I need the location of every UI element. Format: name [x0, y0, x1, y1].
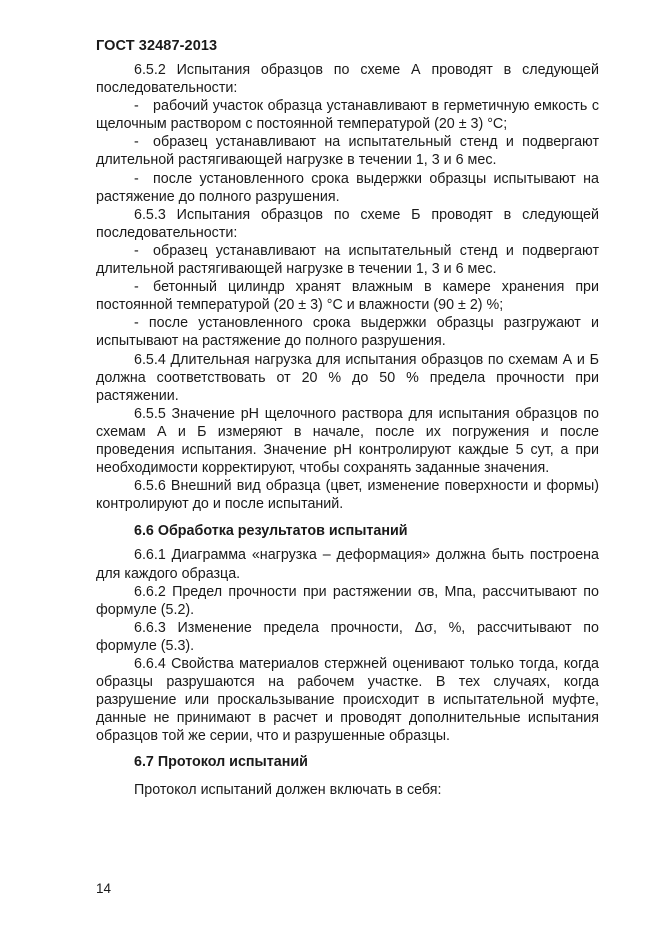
list-item-dash: - после установленного срока выдержки образцы разгружают и испытывают на растяжение до полного разрушения.	[96, 315, 599, 350]
list-item-dash: - образец устанавливают на испытательный стенд и подвергают длительной растягивающей нагрузке в течении 1, 3 и 6 мес.	[96, 242, 599, 278]
paragraph-6-5-3: 6.5.3 Испытания образцов по схеме Б проводят в следующей последовательности:	[96, 206, 599, 241]
paragraph-6-6-3: 6.6.3 Изменение предела прочности, Δσ, %, рассчитывают по формуле (5.3).	[96, 619, 599, 654]
paragraph-6-6-4: 6.6.4 Свойства материалов стержней оценивают только тогда, когда образцы разрушаются на рабочем участке. В тех случаях, когда разрушение или проскальзывание происходит в испытательной муфте, данные не принимают в расчет и проводят дополнительные испытания образцов той же серии, что и разрушенные образцы.	[96, 656, 599, 745]
paragraph-6-6-2: 6.6.2 Предел прочности при растяжении σв, Мпа, рассчитывают по формуле (5.2).	[96, 583, 599, 618]
list-item-dash: - образец устанавливают на испытательный стенд и подвергают длительной растягивающей нагрузке в течении 1, 3 и 6 мес.	[96, 134, 599, 169]
list-item-dash: - рабочий участок образца устанавливают в герметичную емкость с щелочным раствором с постоянной температурой (20 ± 3) °С;	[96, 98, 599, 133]
document-header-standard-number: ГОСТ 32487-2013	[96, 38, 218, 54]
document-body	[96, 61, 599, 799]
section-heading-6-6: 6.6 Обработка результатов испытаний	[134, 523, 408, 540]
page-number: 14	[96, 881, 112, 896]
section-heading-6-7: 6.7 Протокол испытаний	[134, 754, 308, 771]
list-item-dash: - после установленного срока выдержки образцы испытывают на растяжение до полного разрушения.	[96, 170, 599, 205]
paragraph-6-5-5: 6.5.5 Значение рН щелочного раствора для испытания образцов по схемам А и Б измеряют в начале, после их погружения и после проведения испытания. Значение рН контролируют каждые 5 сут, а при необходимости корректируют, чтобы сохранять заданные значения.	[96, 405, 599, 477]
paragraph-6-5-2: 6.5.2 Испытания образцов по схеме А проводят в следующей последовательности:	[96, 62, 599, 97]
paragraph-6-7-intro: Протокол испытаний должен включать в себя:	[134, 781, 442, 798]
paragraph-6-6-1: 6.6.1 Диаграмма «нагрузка – деформация» должна быть построена для каждого образца.	[96, 547, 599, 582]
paragraph-6-5-4: 6.5.4 Длительная нагрузка для испытания образцов по схемам А и Б должна соответствовать от 20 % до 50 % предела прочности при растяжении.	[96, 351, 599, 404]
list-item-dash: - бетонный цилиндр хранят влажным в камере хранения при постоянной температурой (20 ± 3) °С и влажности (90 ± 2) %;	[96, 279, 599, 314]
paragraph-6-5-6: 6.5.6 Внешний вид образца (цвет, изменение поверхности и формы) контролируют до и после испытаний.	[96, 478, 599, 513]
